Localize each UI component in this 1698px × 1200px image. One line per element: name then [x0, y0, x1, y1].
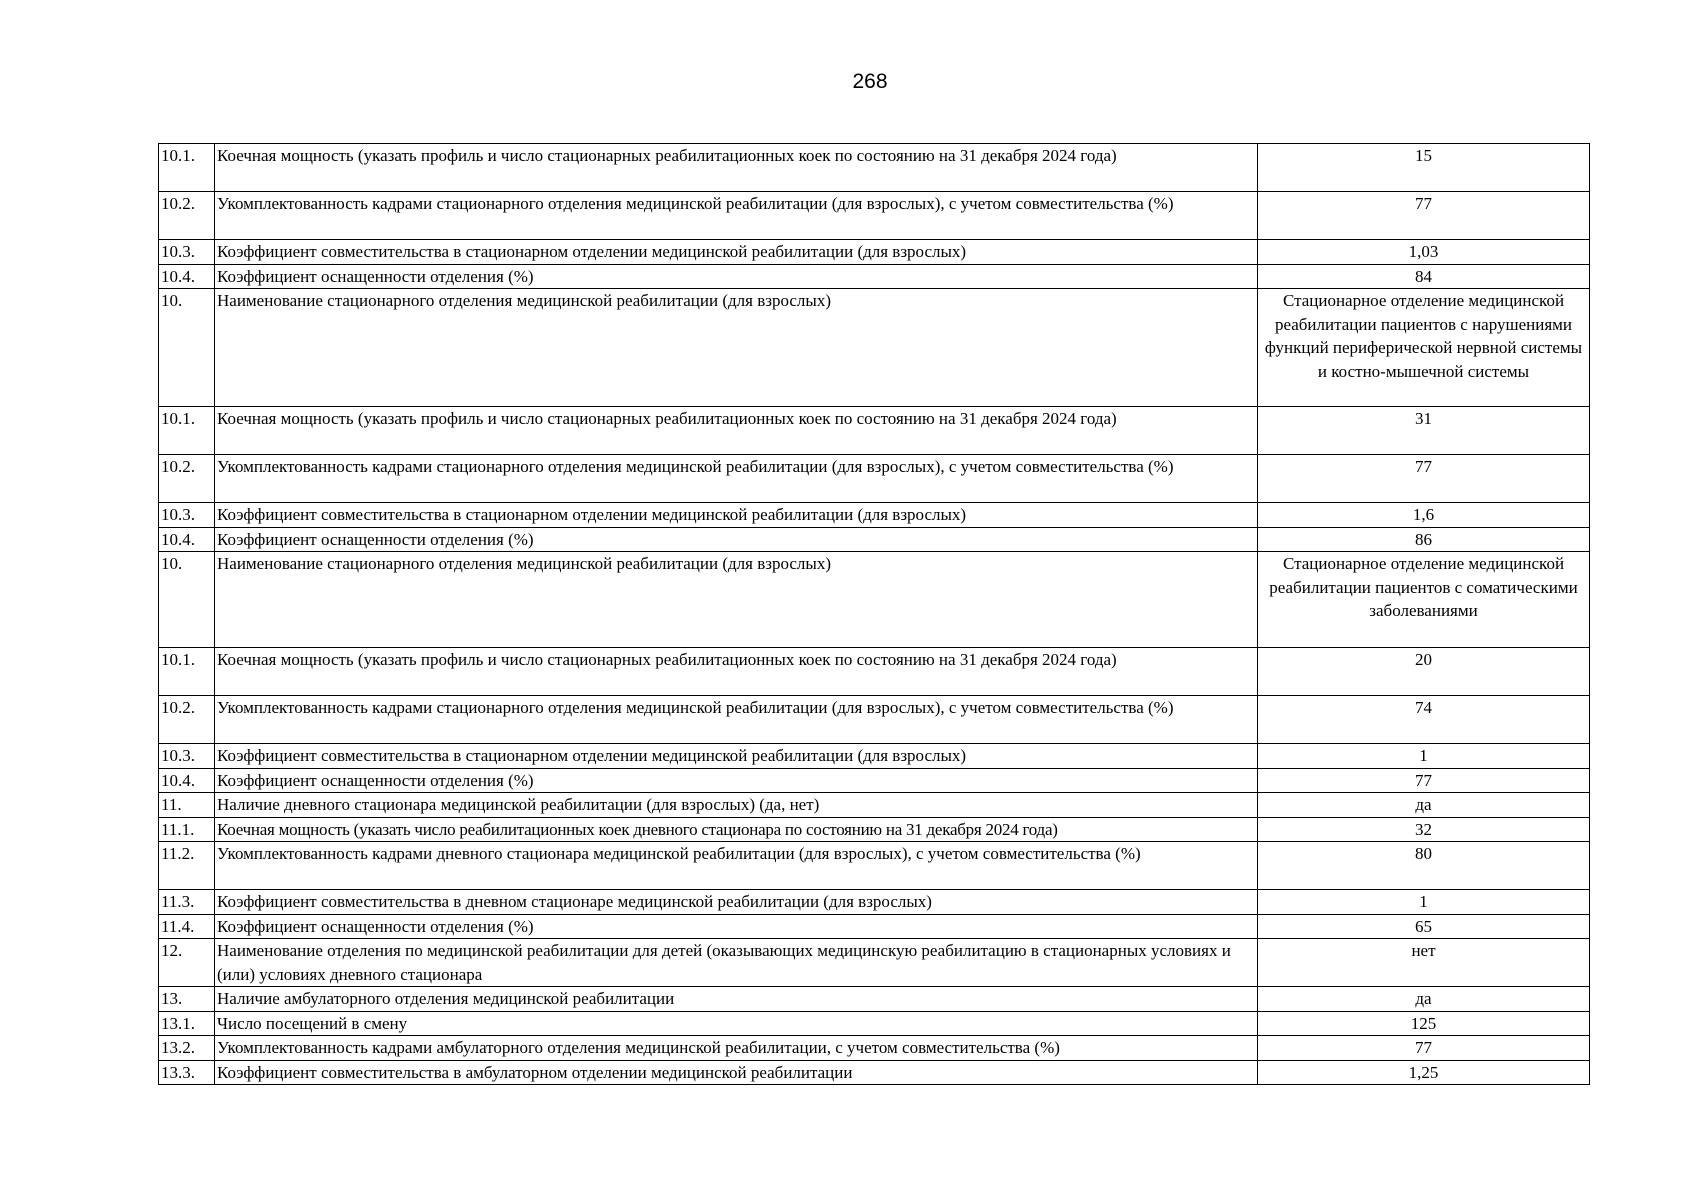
row-value: 20: [1258, 648, 1590, 696]
row-value: 86: [1258, 527, 1590, 552]
row-value: 77: [1258, 768, 1590, 793]
row-number: 11.2.: [159, 842, 215, 890]
table-row: [159, 289, 1590, 407]
row-value: 84: [1258, 264, 1590, 289]
table-row: [159, 842, 1590, 890]
row-description: Коэффициент совместительства в стационарном отделении медицинской реабилитации (для взрослых): [215, 240, 1258, 265]
table-row: [159, 240, 1590, 265]
row-number: 10.2.: [159, 455, 215, 503]
row-value: да: [1258, 987, 1590, 1012]
row-number: 11.4.: [159, 914, 215, 939]
table-row: [159, 914, 1590, 939]
row-description: Укомплектованность кадрами стационарного отделения медицинской реабилитации (для взрослых), с учетом совместительства (%): [215, 455, 1258, 503]
table-row: [159, 455, 1590, 503]
table-row: [159, 192, 1590, 240]
row-value: Стационарное отделение медицинской реабилитации пациентов с нарушениями функций периферической нервной системы и костно-мышечной системы: [1258, 289, 1590, 407]
row-number: 10.: [159, 552, 215, 648]
row-number: 13.3.: [159, 1060, 215, 1085]
row-number: 11.3.: [159, 890, 215, 915]
row-description: Коэффициент оснащенности отделения (%): [215, 914, 1258, 939]
row-value: 1: [1258, 890, 1590, 915]
row-value: 1: [1258, 744, 1590, 769]
table-row: [159, 768, 1590, 793]
table-row: [159, 503, 1590, 528]
row-number: 10.2.: [159, 696, 215, 744]
row-value: 1,25: [1258, 1060, 1590, 1085]
row-number: 13.1.: [159, 1011, 215, 1036]
row-number: 10.4.: [159, 264, 215, 289]
row-value: 80: [1258, 842, 1590, 890]
row-description: Укомплектованность кадрами амбулаторного отделения медицинской реабилитации, с учетом совместительства (%): [215, 1036, 1258, 1061]
row-number: 10.3.: [159, 503, 215, 528]
row-value: 77: [1258, 192, 1590, 240]
row-number: 10.4.: [159, 768, 215, 793]
row-description: Коечная мощность (указать профиль и число стационарных реабилитационных коек по состоянию на 31 декабря 2024 года): [215, 648, 1258, 696]
row-description: Коэффициент совместительства в дневном стационаре медицинской реабилитации (для взрослых): [215, 890, 1258, 915]
row-description: Наименование отделения по медицинской реабилитации для детей (оказывающих медицинскую реабилитацию в стационарных условиях и (или) условиях дневного стационара: [215, 939, 1258, 987]
row-number: 10.1.: [159, 144, 215, 192]
table-row: [159, 527, 1590, 552]
row-description: Наименование стационарного отделения медицинской реабилитации (для взрослых): [215, 552, 1258, 648]
row-number: 10.3.: [159, 240, 215, 265]
row-number: 10.1.: [159, 648, 215, 696]
table-row: [159, 407, 1590, 455]
table-row: [159, 648, 1590, 696]
row-number: 10.: [159, 289, 215, 407]
row-description: Коэффициент оснащенности отделения (%): [215, 264, 1258, 289]
row-description: Коэффициент совместительства в амбулаторном отделении медицинской реабилитации: [215, 1060, 1258, 1085]
row-value: 77: [1258, 1036, 1590, 1061]
row-description: Число посещений в смену: [215, 1011, 1258, 1036]
row-number: 13.2.: [159, 1036, 215, 1061]
row-number: 10.1.: [159, 407, 215, 455]
row-value: 32: [1258, 817, 1590, 842]
row-number: 11.1.: [159, 817, 215, 842]
table-row: [159, 1060, 1590, 1085]
data-table: [158, 143, 1590, 1085]
row-value: 125: [1258, 1011, 1590, 1036]
row-value: да: [1258, 793, 1590, 818]
row-number: 10.4.: [159, 527, 215, 552]
row-description: Коэффициент совместительства в стационарном отделении медицинской реабилитации (для взрослых): [215, 744, 1258, 769]
row-description: Коэффициент оснащенности отделения (%): [215, 527, 1258, 552]
row-number: 11.: [159, 793, 215, 818]
row-value: 77: [1258, 455, 1590, 503]
table-row: [159, 1036, 1590, 1061]
table-row: [159, 552, 1590, 648]
row-description: Коечная мощность (указать профиль и число стационарных реабилитационных коек по состоянию на 31 декабря 2024 года): [215, 144, 1258, 192]
row-description: Наличие дневного стационара медицинской реабилитации (для взрослых) (да, нет): [215, 793, 1258, 818]
row-value: 31: [1258, 407, 1590, 455]
row-description: Коечная мощность (указать число реабилитационных коек дневного стационара по состоянию на 31 декабря 2024 года): [215, 817, 1258, 842]
row-description: Наименование стационарного отделения медицинской реабилитации (для взрослых): [215, 289, 1258, 407]
row-number: 10.3.: [159, 744, 215, 769]
table-row: [159, 987, 1590, 1012]
row-value: 1,03: [1258, 240, 1590, 265]
table-row: [159, 817, 1590, 842]
row-description: Укомплектованность кадрами дневного стационара медицинской реабилитации (для взрослых), с учетом совместительства (%): [215, 842, 1258, 890]
table-row: [159, 1011, 1590, 1036]
row-value: 65: [1258, 914, 1590, 939]
row-value: 1,6: [1258, 503, 1590, 528]
table-row: [159, 890, 1590, 915]
row-description: Коэффициент совместительства в стационарном отделении медицинской реабилитации (для взрослых): [215, 503, 1258, 528]
row-number: 10.2.: [159, 192, 215, 240]
row-value: Стационарное отделение медицинской реабилитации пациентов с соматическими заболеваниями: [1258, 552, 1590, 648]
table-row: [159, 793, 1590, 818]
table-row: [159, 264, 1590, 289]
row-description: Укомплектованность кадрами стационарного отделения медицинской реабилитации (для взрослых), с учетом совместительства (%): [215, 192, 1258, 240]
row-number: 13.: [159, 987, 215, 1012]
row-description: Коечная мощность (указать профиль и число стационарных реабилитационных коек по состоянию на 31 декабря 2024 года): [215, 407, 1258, 455]
table-row: [159, 744, 1590, 769]
row-value: 15: [1258, 144, 1590, 192]
table-row: [159, 696, 1590, 744]
row-number: 12.: [159, 939, 215, 987]
row-description: Укомплектованность кадрами стационарного отделения медицинской реабилитации (для взрослых), с учетом совместительства (%): [215, 696, 1258, 744]
table-row: [159, 939, 1590, 987]
page-number: 268: [852, 70, 888, 93]
row-value: нет: [1258, 939, 1590, 987]
row-value: 74: [1258, 696, 1590, 744]
row-description: Наличие амбулаторного отделения медицинской реабилитации: [215, 987, 1258, 1012]
table-row: [159, 144, 1590, 192]
row-description: Коэффициент оснащенности отделения (%): [215, 768, 1258, 793]
